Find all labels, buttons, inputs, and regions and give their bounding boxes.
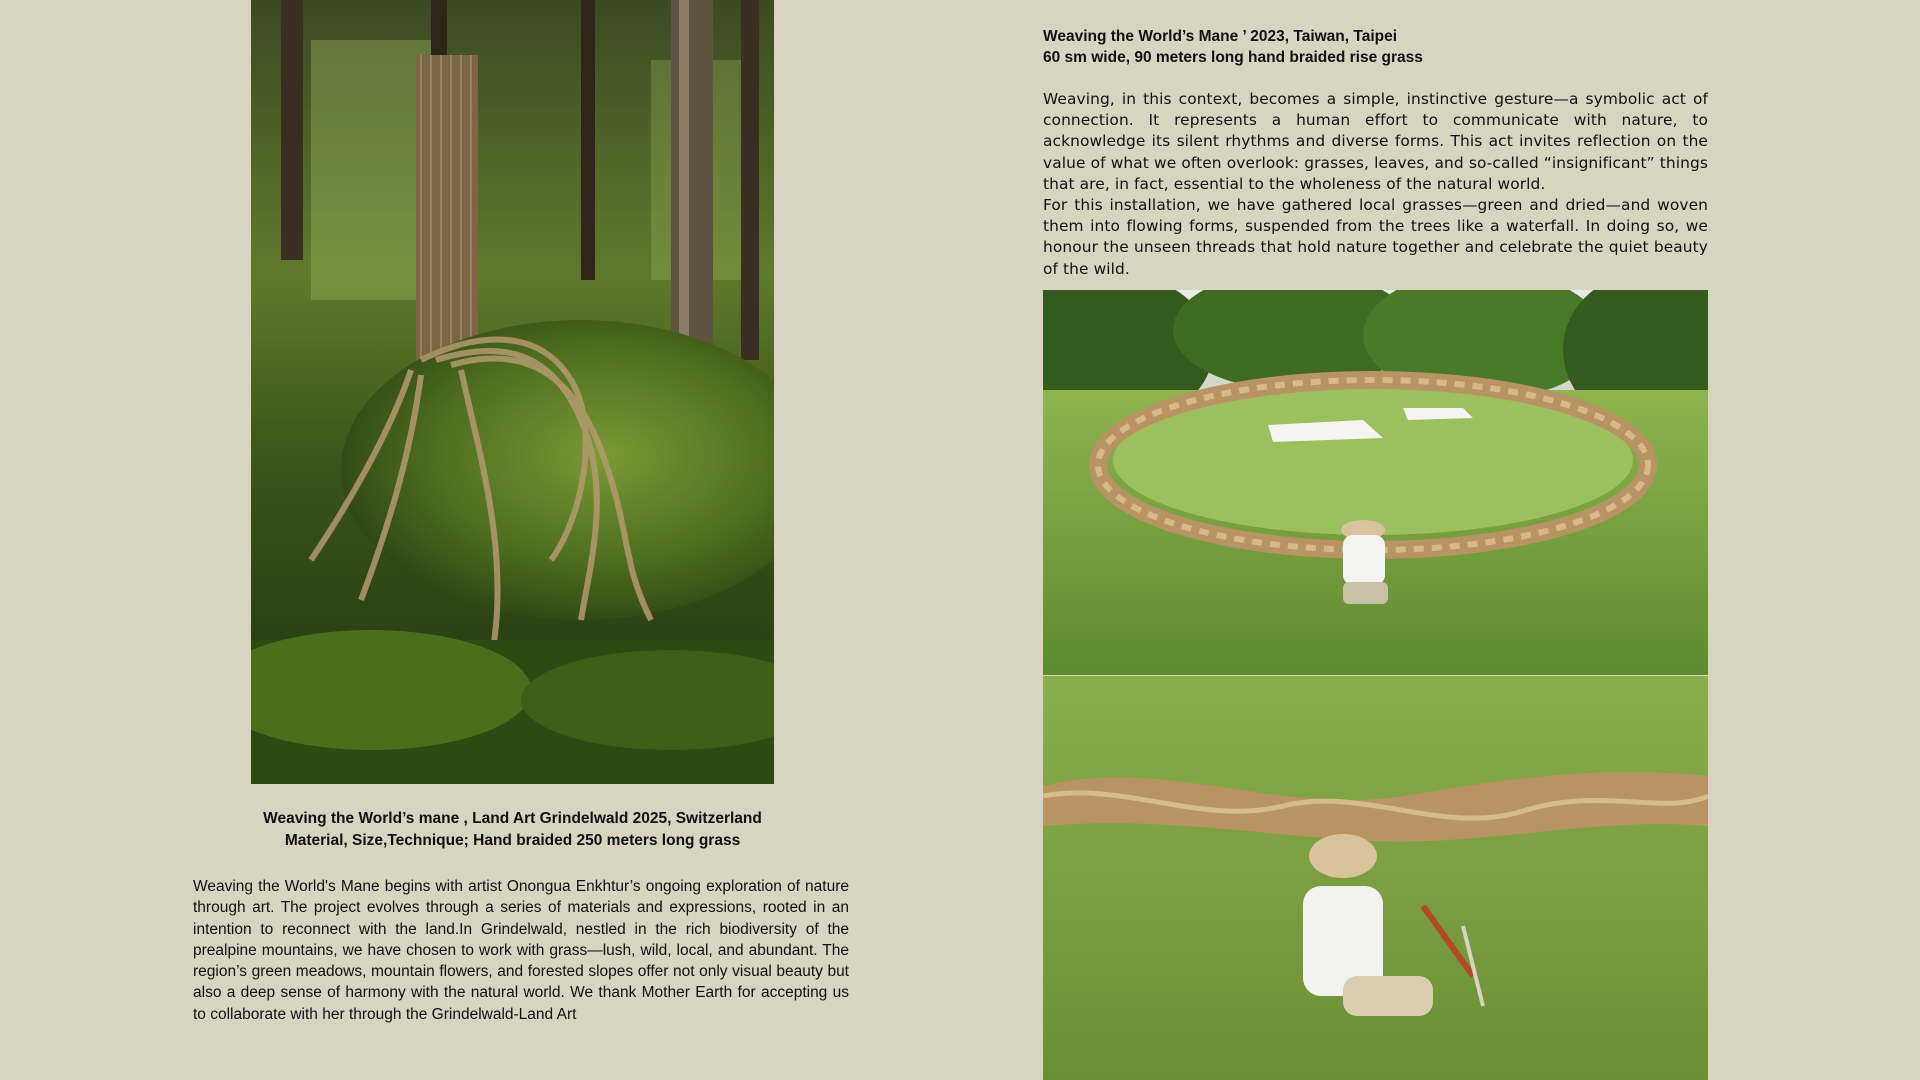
braided-circle-photo xyxy=(1043,290,1708,675)
taipei-heading xyxy=(1043,26,1708,68)
forest-installation-photo xyxy=(251,0,774,784)
grindelwald-caption xyxy=(251,808,774,852)
taipei-paragraph-1: Weaving, in this context, becomes a simple, instinctive gesture—a symbolic act of connection. It represents a human effort to communicate with nature, to acknowledge its silent rhythms and diverse forms. This act invites reflection on the value of what we often overlook: grasses, leaves, and so-called “insignificant” things that are, in fact, essential to the wholeness of the natural world. xyxy=(1043,90,1708,193)
taipei-heading-material: 60 sm wide, 90 meters long hand braided rise grass xyxy=(1043,49,1423,66)
taipei-heading-title: Weaving the World’s Mane ’ 2023, Taiwan, Taipei xyxy=(1043,28,1398,45)
taipei-description xyxy=(1043,89,1708,280)
grindelwald-description: Weaving the World's Mane begins with artist Onongua Enkhtur’s ongoing exploration of nature through art. The project evolves through a series of materials and expressions, rooted in an intention to reconnect with the land.In Grindelwald, nestled in the rich biodiversity of the prealpine mountains, we have chosen to work with grass—lush, wild, local, and abundant. The region’s green meadows, mountain flowers, and forested slopes offer not only visual beauty but also a deep sense of harmony with the natural world. We thank Mother Earth for accepting us to collaborate with her through the Grindelwald-Land Art xyxy=(193,878,849,1023)
grindelwald-caption-material: Material, Size,Technique; Hand braided 250 meters long grass xyxy=(284,832,741,849)
grindelwald-caption-title: Weaving the World’s mane , Land Art Grindelwald 2025, Switzerland xyxy=(263,810,762,827)
taipei-paragraph-2: For this installation, we have gathered local grasses—green and dried—and woven them into flowing forms, suspended from the trees like a waterfall. In doing so, we honour the unseen threads that hold nature together and celebrate the quiet beauty of the wild. xyxy=(1043,196,1708,278)
braid-closeup-photo xyxy=(1043,676,1708,1080)
